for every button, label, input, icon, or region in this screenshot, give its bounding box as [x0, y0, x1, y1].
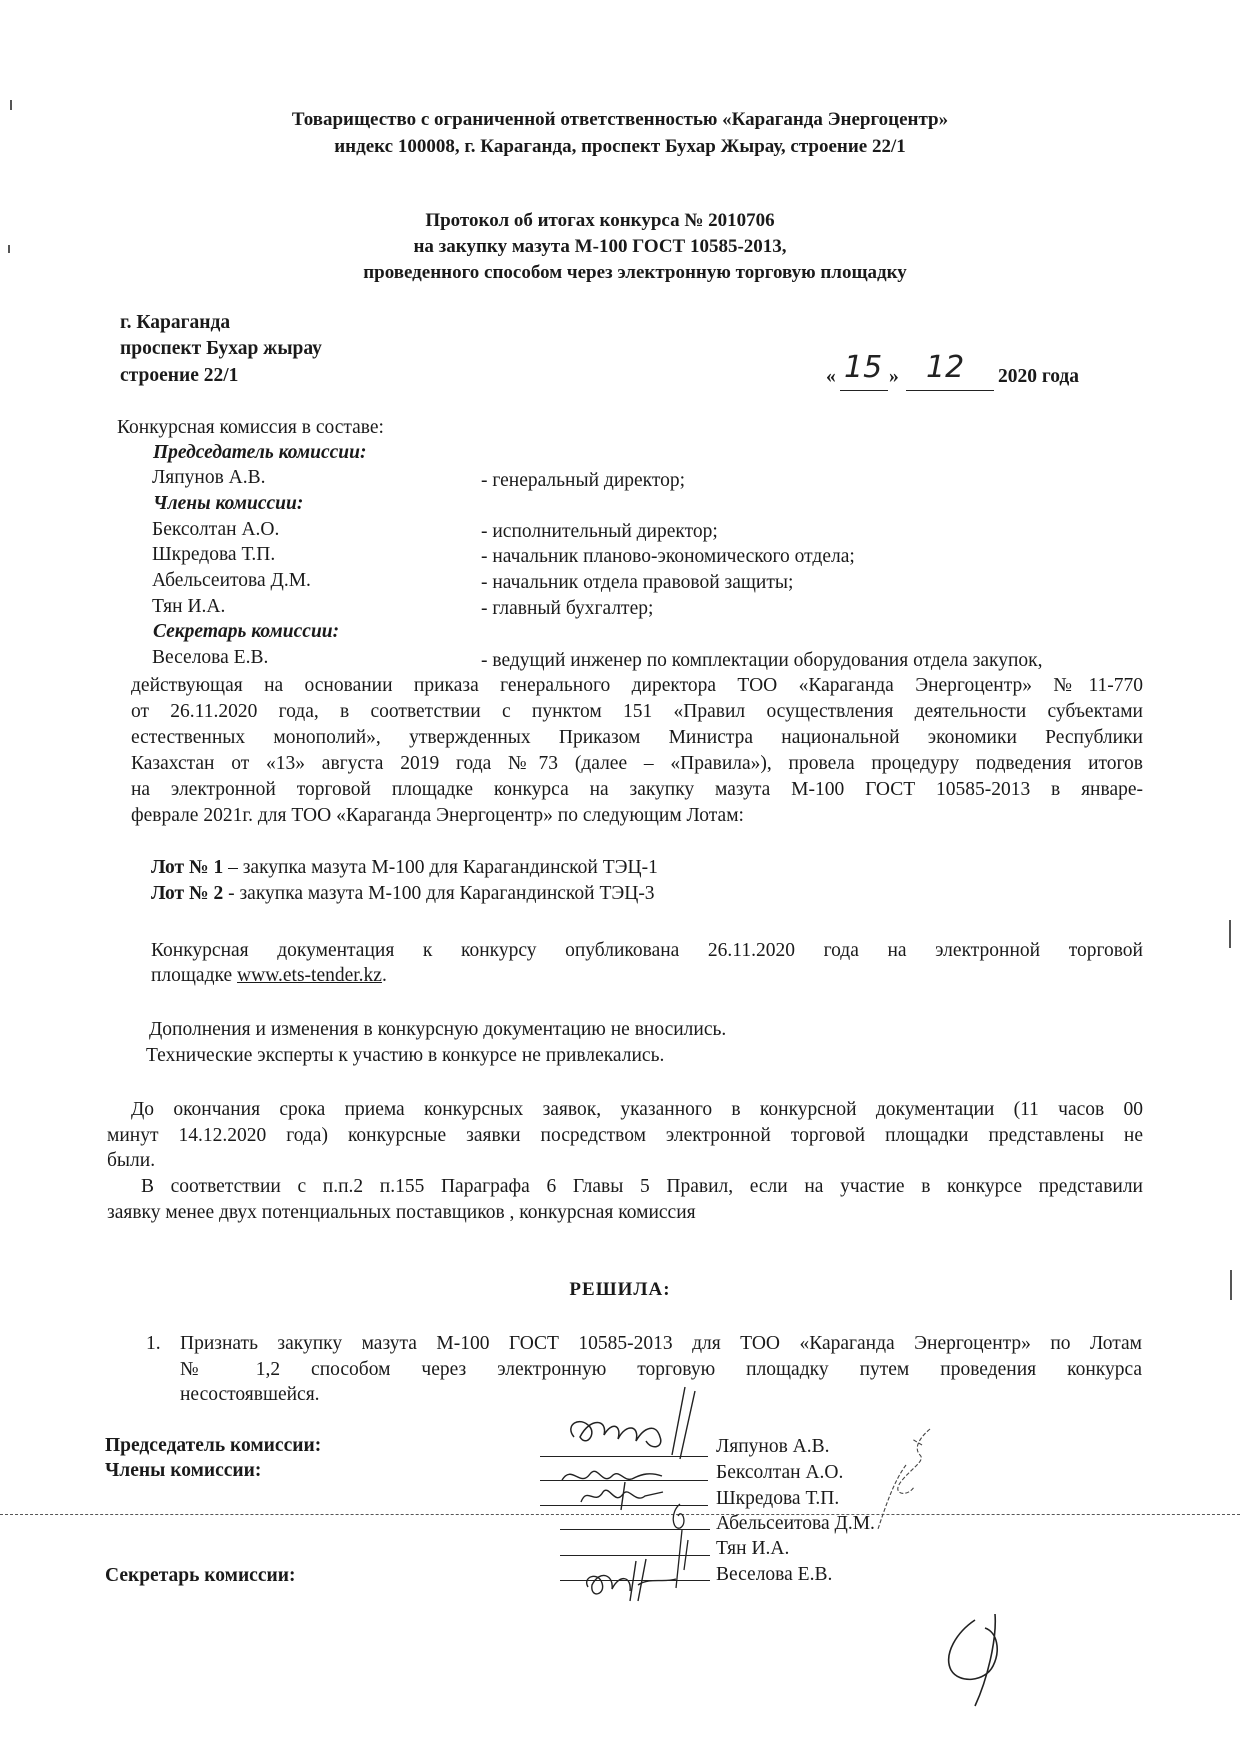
body-line: действующая на основании приказа генерального директора ТОО «Караганда Энергоцентр» №11-770: [131, 675, 1143, 696]
signatory-name: Веселова Е.В.: [716, 1564, 833, 1585]
date-day: 15: [844, 350, 883, 385]
deadline-line: До окончания срока приема конкурсных заявок, указанного в конкурсной документации (11 часов 00: [131, 1099, 1143, 1120]
member-role: - главный бухгалтер;: [481, 598, 654, 619]
place-building: строение 22/1: [120, 365, 239, 386]
lot-label: Лот № 1: [151, 857, 224, 878]
signature-veselova-icon: [580, 1555, 690, 1603]
place-street: проспект Бухар жырау: [120, 338, 322, 359]
date-year: 2020 года: [998, 366, 1080, 387]
signatory-name: Бексолтан А.О.: [716, 1462, 844, 1483]
signatory-name: Абельсеитова Д.М.: [716, 1513, 875, 1534]
date-close-quote: »: [889, 366, 899, 387]
members-heading: Члены комиссии:: [153, 493, 304, 514]
secretary-name: Веселова Е.В.: [152, 647, 269, 668]
sign-chair-label: Председатель комиссии:: [105, 1435, 322, 1456]
signatory-name: Тян И.А.: [716, 1538, 790, 1559]
body-line: Казахстан от «13» августа 2019 года №73 (далее – «Правила»), провела процедуру подведения итогов: [131, 753, 1143, 774]
lot-text: – закупка мазута М-100 для Карагандинской ТЭЦ-1: [223, 857, 658, 878]
chair-role: - генеральный директор;: [481, 470, 686, 491]
ets-tender-link[interactable]: www.ets-tender.kz: [237, 965, 382, 986]
member-name: Тян И.А.: [152, 596, 226, 617]
signature-margin-icon: [870, 1425, 940, 1535]
protocol-method: проведенного способом через электронную торговую площадку: [363, 262, 907, 283]
body-line: от 26.11.2020 года, в соответствии с пунктом 151 «Правил осуществления деятельности субъектами: [131, 701, 1143, 722]
member-name: Шкредова Т.П.: [152, 544, 276, 565]
scan-fold-line: [0, 1514, 1240, 1515]
date-month-line: [906, 390, 994, 391]
decision-heading: РЕШИЛА:: [569, 1279, 671, 1300]
member-name: Бексолтан А.О.: [152, 519, 280, 540]
sign-secretary-label: Секретарь комиссии:: [105, 1565, 296, 1586]
member-role: - исполнительный директор;: [481, 521, 718, 542]
protocol-subject: на закупку мазута М-100 ГОСТ 10585-2013,: [413, 236, 787, 257]
decision-line: Признать закупку мазута М-100 ГОСТ 10585-2013 для ТОО «Караганда Энергоцентр» по Лотам: [180, 1333, 1142, 1354]
note-line: Технические эксперты к участию в конкурсе не привлекались.: [146, 1045, 665, 1066]
deadline-line: минут 14.12.2020 года) конкурсные заявки посредством электронной торговой площадки представлены не: [107, 1125, 1143, 1146]
secretary-role: - ведущий инженер по комплектации оборудования отдела закупок,: [481, 650, 1043, 671]
reference-line: заявку менее двух потенциальных поставщиков , конкурсная комиссия: [107, 1202, 696, 1223]
body-line: феврале 2021г. для ТОО «Караганда Энергоцентр» по следующим Лотам:: [131, 805, 744, 826]
reference-line: В соответствии с п.п.2 п.155 Параграфа 6 Главы 5 Правил, если на участие в конкурсе представили: [141, 1176, 1143, 1197]
signatory-name: Ляпунов А.В.: [716, 1436, 830, 1457]
publication-line: [151, 965, 387, 987]
member-role: - начальник планово-экономического отдела;: [481, 546, 855, 567]
protocol-date: [826, 352, 1092, 392]
member-role: - начальник отдела правовой защиты;: [481, 572, 794, 593]
publication-suffix: .: [381, 965, 387, 986]
decision-line: несостоявшейся.: [180, 1384, 320, 1405]
body-line: на электронной торговой площадке конкурса на закупку мазута М-100 ГОСТ 10585-2013 в январе-: [131, 779, 1143, 800]
member-name: Абельсеитова Д.М.: [152, 570, 311, 591]
signature-lyapunov-icon: [560, 1385, 730, 1467]
scan-mark: [1229, 920, 1231, 948]
secretary-heading: Секретарь комиссии:: [153, 621, 340, 642]
decision-line: № 1,2 способом через электронную торговую площадку путем проведения конкурса: [180, 1359, 1142, 1380]
signatory-name: Шкредова Т.П.: [716, 1488, 840, 1509]
chair-heading: Председатель комиссии:: [153, 442, 367, 463]
date-month: 12: [926, 350, 965, 385]
chair-name: Ляпунов А.В.: [152, 467, 266, 488]
lot-label: Лот № 2: [151, 883, 224, 904]
publication-prefix: площадке: [151, 965, 238, 986]
lot-item: [151, 883, 655, 905]
protocol-title: Протокол об итогах конкурса № 2010706: [425, 210, 775, 231]
commission-intro: Конкурсная комиссия в составе:: [117, 417, 384, 438]
lot-item: [151, 857, 658, 879]
deadline-line: были.: [107, 1150, 156, 1171]
publication-line: Конкурсная документация к конкурсу опубликована 26.11.2020 года на электронной торговой: [151, 940, 1143, 961]
body-line: естественных монополий», утвержденных Приказом Министра национальной экономики Республики: [131, 727, 1143, 748]
org-name: Товарищество с ограниченной ответственностью «Караганда Энергоцентр»: [291, 109, 949, 130]
decision-number: 1.: [146, 1333, 161, 1354]
lot-text: - закупка мазута М-100 для Карагандинской ТЭЦ-3: [223, 883, 655, 904]
org-address: индекс 100008, г. Караганда, проспект Бухар Жырау, строение 22/1: [334, 136, 906, 157]
initials-mark-icon: [935, 1610, 1025, 1710]
sign-members-label: Члены комиссии:: [105, 1460, 262, 1481]
date-day-line: [840, 390, 888, 391]
place-city: г. Караганда: [120, 312, 231, 333]
note-line: Дополнения и изменения в конкурсную документацию не вносились.: [149, 1019, 727, 1040]
date-open-quote: «: [826, 366, 836, 387]
